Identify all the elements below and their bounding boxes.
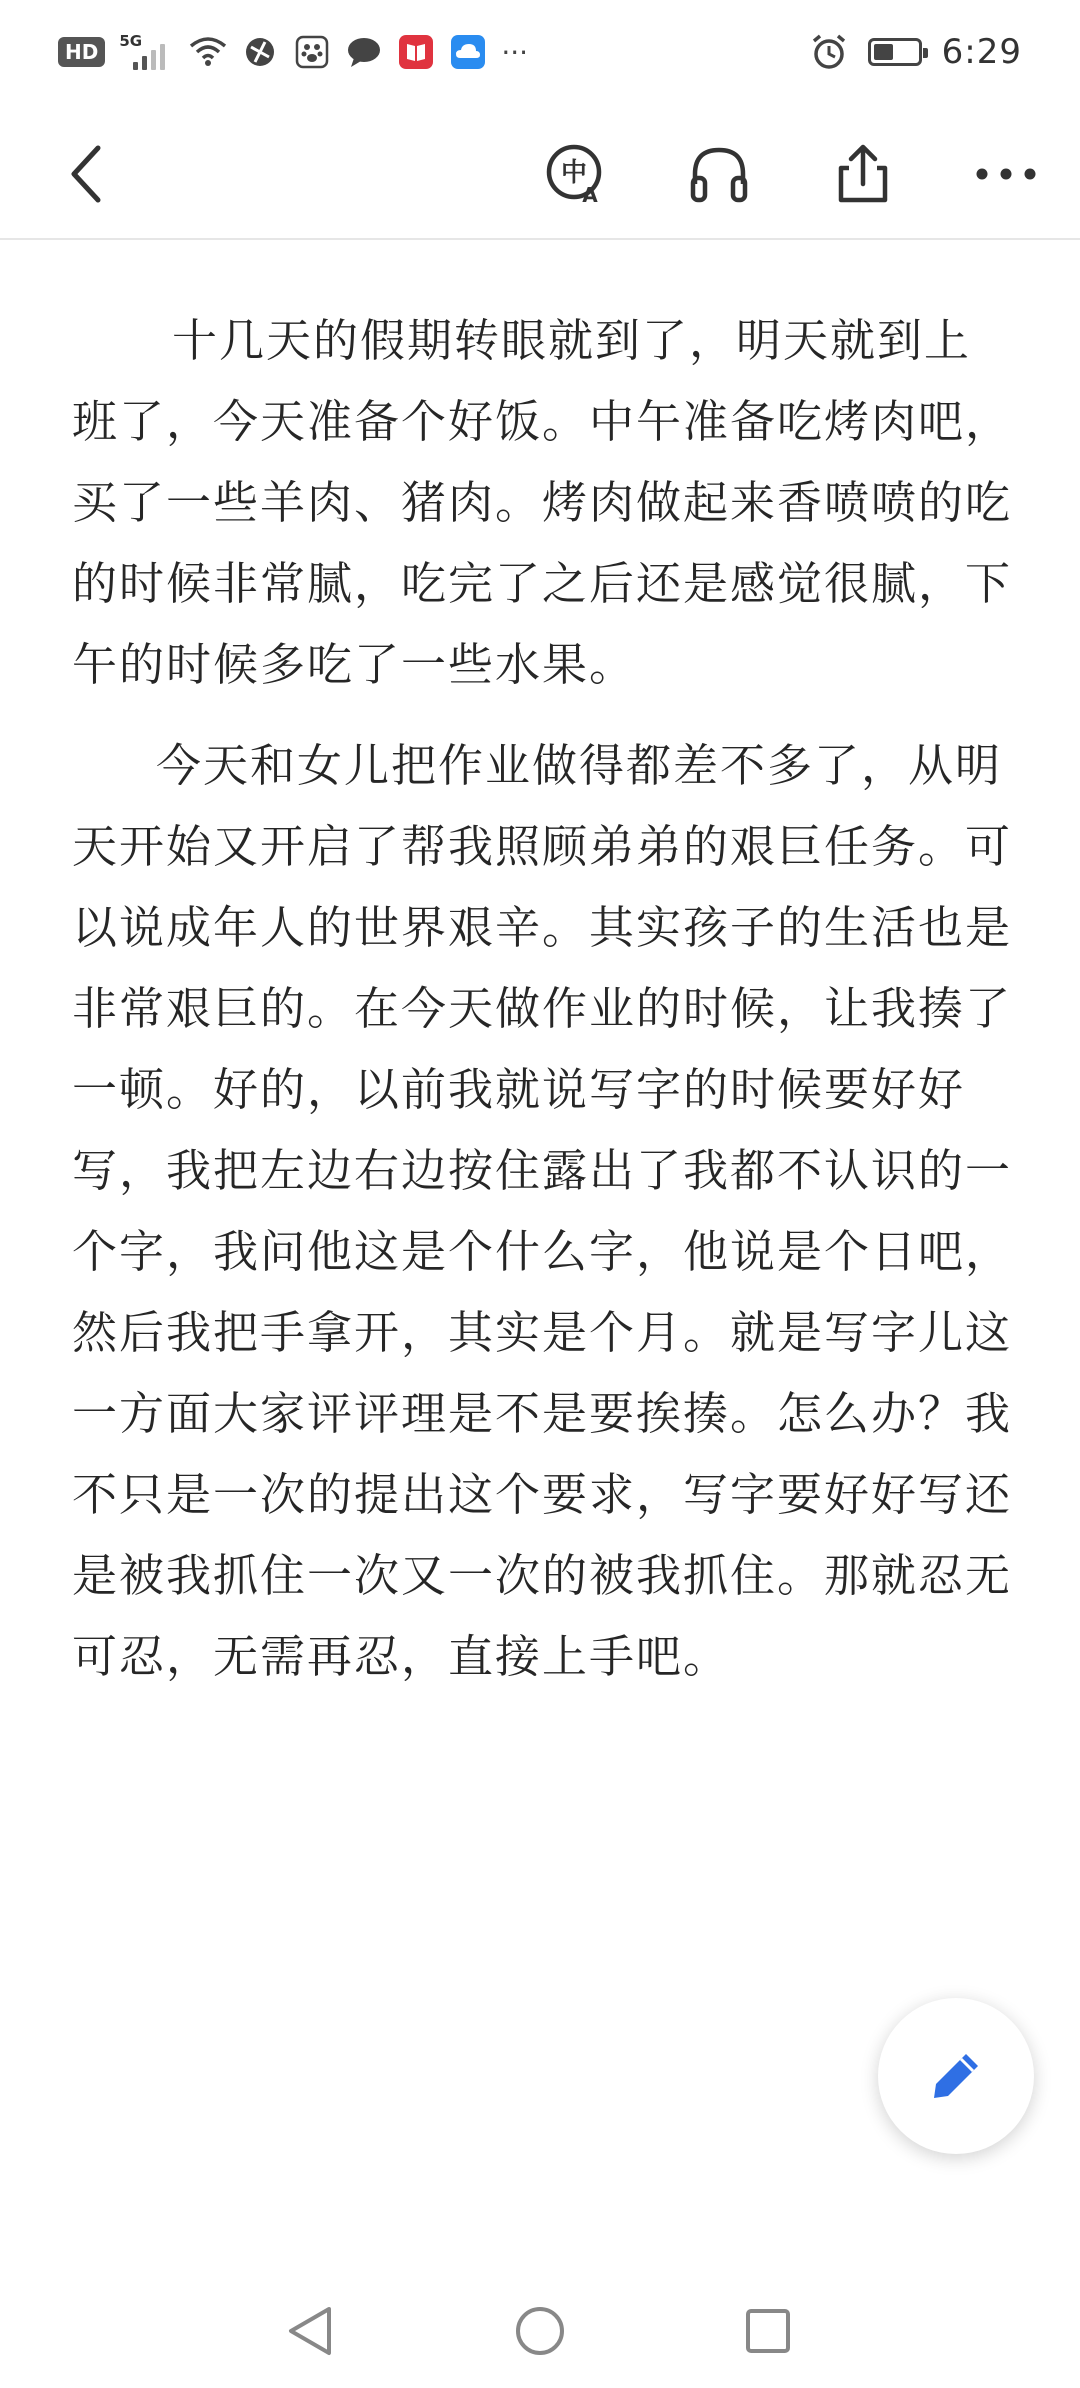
translate-icon	[544, 142, 608, 206]
square-recent-icon	[742, 2305, 794, 2357]
alarm-icon	[810, 33, 848, 71]
triangle-back-icon	[285, 2303, 335, 2359]
chevron-left-icon	[66, 144, 106, 204]
status-bar	[0, 0, 1080, 110]
network-type: 5G	[119, 32, 143, 50]
more-icon	[974, 166, 1038, 182]
message-icon	[345, 33, 383, 71]
vpn-icon	[241, 33, 279, 71]
status-right	[810, 32, 1022, 72]
book-app-icon	[397, 33, 435, 71]
top-toolbar	[0, 110, 1080, 240]
wifi-icon	[189, 33, 227, 71]
nav-recent-button[interactable]	[733, 2296, 803, 2366]
listen-button[interactable]	[683, 138, 755, 210]
svg-text:A: A	[582, 183, 598, 206]
more-button[interactable]	[970, 138, 1042, 210]
back-button[interactable]	[50, 138, 122, 210]
nav-back-button[interactable]	[275, 2296, 345, 2366]
edit-fab-button[interactable]	[878, 1998, 1034, 2154]
translate-button[interactable]	[540, 138, 612, 210]
article-paragraph: 今天和女儿把作业做得都差不多了，从明天开始又开启了帮我照顾弟弟的艰巨任务。可以说成年人的世界艰辛。其实孩子的生活也是非常艰巨的。在今天做作业的时候，让我揍了一顿。好的，以前我就说写字的时候要好好写，我把左边右边按住露出了我都不认识的一个字，我问他这是个什么字，他说是个日吧，然后我把手拿开，其实是个月。就是写字儿这一方面大家评评理是不是要挨揍。怎么办？我不只是一次的提出这个要求，写字要好好写还是被我抓住一次又一次的被我抓住。那就忍无可忍，无需再忍，直接上手吧。	[72, 739, 1013, 1683]
share-icon	[833, 142, 893, 206]
status-left	[58, 32, 528, 72]
cloud-app-icon	[449, 33, 487, 71]
svg-text:中: 中	[560, 158, 588, 188]
signal-icon	[119, 32, 175, 72]
circle-home-icon	[512, 2303, 568, 2359]
pencil-icon	[928, 2048, 984, 2104]
status-overflow: ···	[501, 35, 529, 69]
article-body	[72, 300, 1012, 1697]
clock: 6:29	[941, 32, 1022, 72]
system-nav-bar	[0, 2278, 1080, 2388]
headphones-icon	[687, 142, 751, 206]
nav-home-button[interactable]	[505, 2296, 575, 2366]
share-button[interactable]	[827, 138, 899, 210]
battery-icon	[868, 38, 922, 66]
article-paragraph: 十几天的假期转眼就到了，明天就到上班了，今天准备个好饭。中午准备吃烤肉吧，买了一些羊肉、猪肉。烤肉做起来香喷喷的吃的时候非常腻，吃完了之后还是感觉很腻，下午的时候多吃了一些水果。	[72, 314, 1013, 691]
hd-badge: HD	[58, 37, 105, 67]
baidu-paw-icon	[293, 33, 331, 71]
